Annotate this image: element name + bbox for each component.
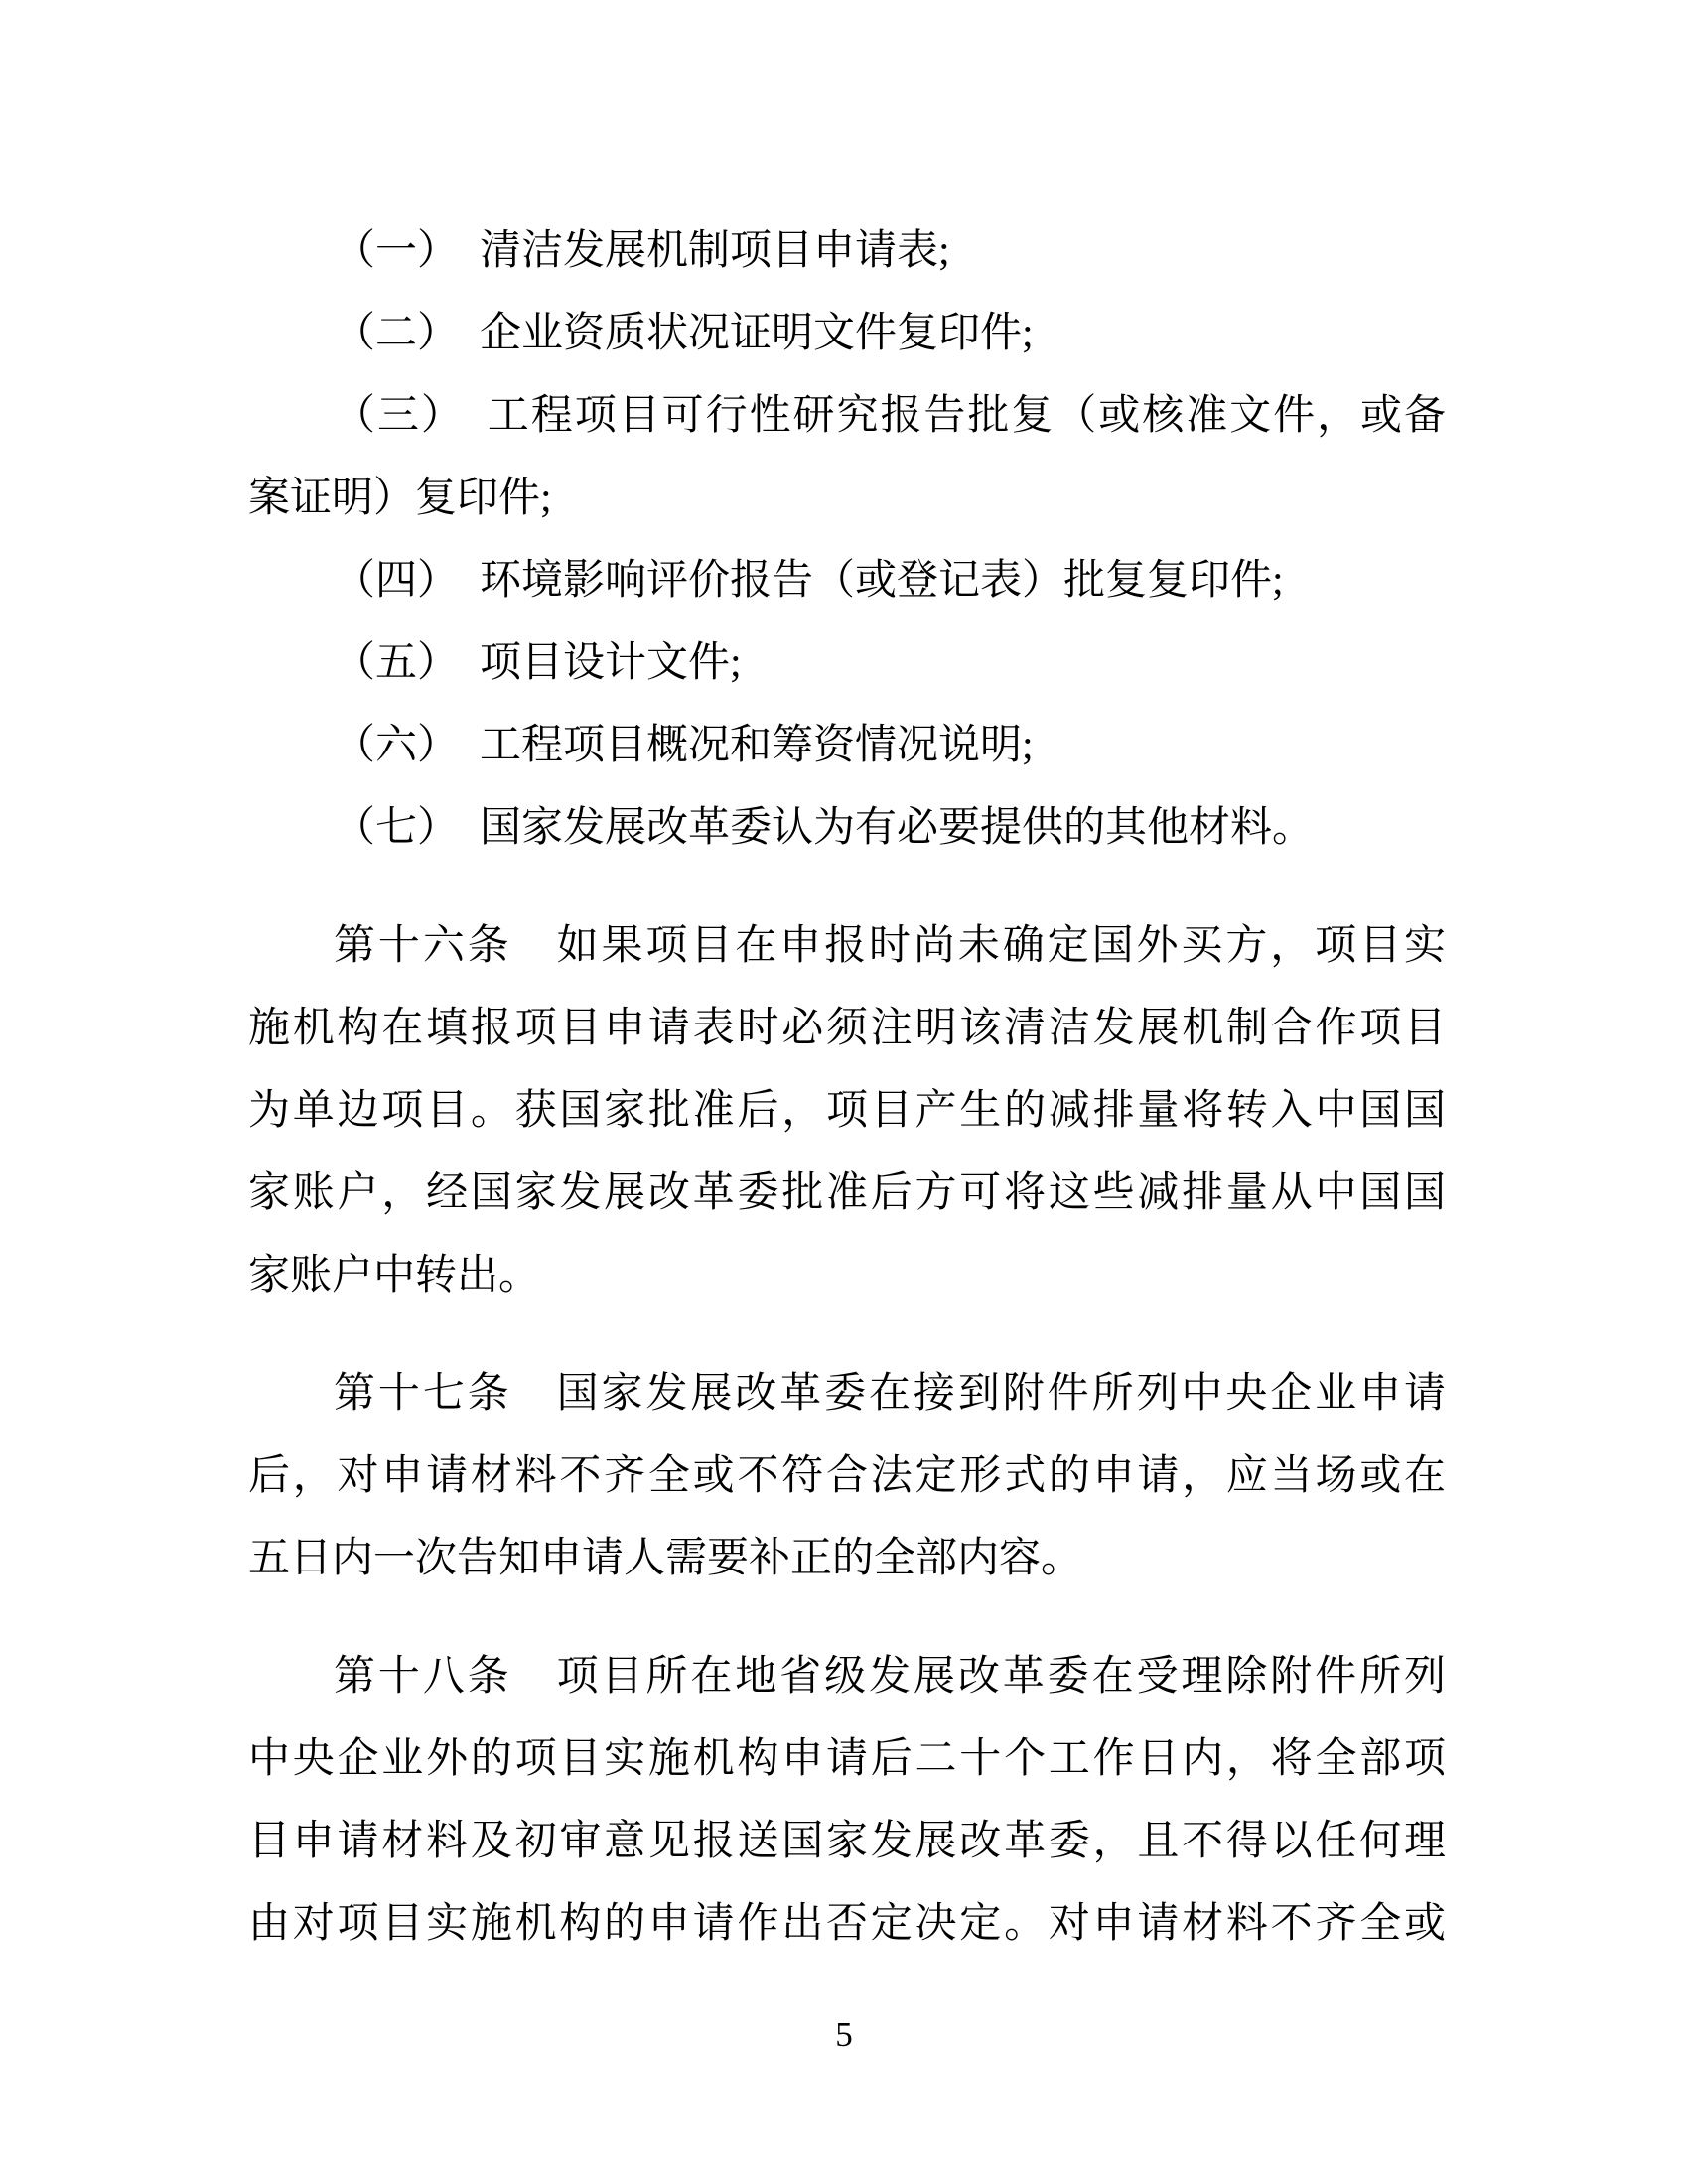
- article-17: [248, 1353, 1446, 1600]
- page-number: 5: [835, 2015, 853, 2054]
- article-18: [248, 1636, 1446, 1966]
- text-line: 第十六条 如果项目在申报时尚未确定国外买方，项目实: [334, 923, 1446, 969]
- list-item-7: [248, 787, 1446, 870]
- list-item-4: [248, 540, 1446, 622]
- article-16: [248, 905, 1446, 1317]
- text-line: （六） 工程项目概况和筹资情况说明;: [334, 723, 1034, 768]
- text-line: 后，对申请材料不齐全或不符合法定形式的申请，应当场或在: [248, 1453, 1446, 1499]
- text-line: 由对项目实施机构的申请作出否定决定。对申请材料不齐全或: [248, 1901, 1446, 1947]
- text-line: 第十七条 国家发展改革委在接到附件所列中央企业申请: [334, 1371, 1446, 1417]
- text-line: 施机构在填报项目申请表时必须注明该清洁发展机制合作项目: [248, 1006, 1446, 1051]
- text-line: （一） 清洁发展机制项目申请表;: [334, 228, 950, 274]
- text-line: 为单边项目。获国家批准后，项目产生的减排量将转入中国国: [248, 1088, 1446, 1134]
- text-line: （四） 环境影响评价报告（或登记表）批复复印件;: [334, 558, 1284, 604]
- text-line: 目申请材料及初审意见报送国家发展改革委，且不得以任何理: [248, 1819, 1446, 1864]
- list-item-6: [248, 705, 1446, 787]
- list-item-3: [248, 375, 1446, 540]
- list-item-5: [248, 622, 1446, 705]
- list-item-1: [248, 210, 1446, 293]
- text-line: 家账户，经国家发展改革委批准后方可将这些减排量从中国国: [248, 1170, 1446, 1216]
- text-line: 家账户中转出。: [248, 1253, 541, 1298]
- text-line: 第十八条 项目所在地省级发展改革委在受理除附件所列: [334, 1654, 1446, 1700]
- text-line: 五日内一次告知申请人需要补正的全部内容。: [248, 1536, 1083, 1581]
- text-line: 案证明）复印件;: [248, 476, 552, 521]
- text-line: （七） 国家发展改革委认为有必要提供的其他材料。: [334, 805, 1315, 851]
- text-line: （三） 工程项目可行性研究报告批复（或核准文件，或备: [334, 393, 1446, 439]
- text-line: （五） 项目设计文件;: [334, 640, 742, 686]
- list-item-2: [248, 293, 1446, 375]
- text-line: （二） 企业资质状况证明文件复印件;: [334, 311, 1034, 356]
- text-line: 中央企业外的项目实施机构申请后二十个工作日内，将全部项: [248, 1736, 1446, 1782]
- document-body: [248, 210, 1446, 1966]
